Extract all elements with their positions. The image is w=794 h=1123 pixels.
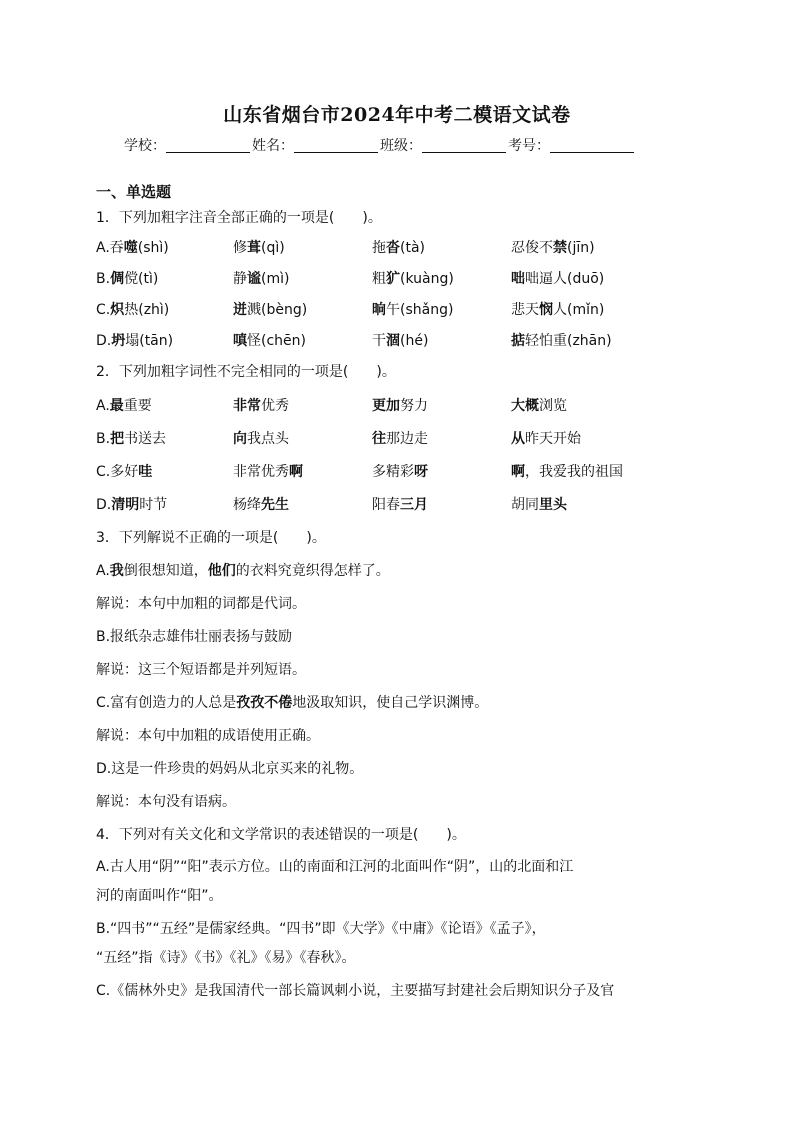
q2-option-d2: 杨绛先生	[233, 497, 289, 513]
name-blank[interactable]	[294, 138, 378, 153]
q2-option-d1: D.清明时节	[96, 497, 168, 513]
q2-option-b4: 从昨天开始	[511, 431, 581, 447]
q2-option-a1: A.最重要	[96, 398, 152, 414]
q4-option-a-line2: 河的南面叫作“阳”。	[96, 888, 223, 904]
q2-option-d4: 胡同里头	[511, 497, 567, 513]
q3-explanation-c: 解说：本句中加粗的成语使用正确。	[96, 728, 320, 744]
q4-stem: 4．下列对有关文化和文学常识的表述错误的一项是( )。	[96, 827, 466, 843]
q2-stem: 2．下列加粗字词性不完全相同的一项是( )。	[96, 364, 396, 380]
q1-option-a1: A.吞噬(shì)	[96, 240, 169, 256]
number-label: 考号：	[508, 138, 550, 154]
q3-option-d: D.这是一件珍贵的妈妈从北京买来的礼物。	[96, 761, 364, 777]
q1-option-b2: 静谧(mì)	[233, 271, 290, 287]
q4-option-c-line1: C.《儒林外史》是我国清代一部长篇讽刺小说，主要描写封建社会后期知识分子及官	[96, 983, 615, 999]
q1-option-c1: C.炽热(zhì)	[96, 302, 170, 318]
q2-option-b3: 往那边走	[372, 431, 428, 447]
q1-option-c3: 晌午(shǎng)	[372, 302, 454, 318]
q1-stem: 1．下列加粗字注音全部正确的一项是( )。	[96, 210, 382, 226]
q2-option-a4: 大概浏览	[511, 398, 567, 414]
q1-option-b4: 咄咄逼人(duō)	[511, 271, 605, 287]
q3-explanation-a: 解说：本句中加粗的词都是代词。	[96, 596, 306, 612]
q2-option-c4: 啊，我爱我的祖国	[511, 464, 623, 480]
page-title: 山东省烟台市2024年中考二模语文试卷	[223, 104, 571, 126]
q2-option-c1: C.多好哇	[96, 464, 153, 480]
class-blank[interactable]	[422, 138, 506, 153]
q3-option-c: C.富有创造力的人总是孜孜不倦地汲取知识，使自己学识渊博。	[96, 695, 489, 711]
q1-option-a2: 修葺(qì)	[233, 240, 285, 256]
q2-option-a2: 非常优秀	[233, 398, 289, 414]
section-heading: 一、单选题	[96, 183, 172, 201]
q1-option-a4: 忍俊不禁(jīn)	[511, 240, 595, 256]
q1-option-b3: 粗犷(kuàng)	[372, 271, 454, 287]
q2-option-c3: 多精彩呀	[372, 464, 428, 480]
q3-option-a: A.我倒很想知道，他们的衣料究竟织得怎样了。	[96, 563, 390, 579]
q2-option-d3: 阳春三月	[372, 497, 428, 513]
student-info-line	[124, 135, 636, 155]
school-blank[interactable]	[166, 138, 250, 153]
school-label: 学校：	[124, 138, 166, 154]
q2-option-b1: B.把书送去	[96, 431, 167, 447]
q1-option-d2: 嗔怪(chēn)	[233, 333, 306, 349]
class-label: 班级：	[380, 138, 422, 154]
q2-option-c2: 非常优秀啊	[233, 464, 303, 480]
q1-option-c4: 悲天悯人(mǐn)	[511, 302, 605, 318]
number-blank[interactable]	[550, 138, 634, 153]
q1-option-c2: 迸溅(bèng)	[233, 302, 308, 318]
q2-option-a3: 更加努力	[372, 398, 428, 414]
q3-explanation-b: 解说：这三个短语都是并列短语。	[96, 662, 306, 678]
q1-option-d3: 干涸(hé)	[372, 333, 429, 349]
name-label: 姓名：	[252, 138, 294, 154]
q4-option-b-line2: “五经”指《诗》《书》《礼》《易》《春秋》。	[96, 950, 356, 966]
q1-option-d4: 掂轻怕重(zhān)	[511, 333, 612, 349]
q4-option-b-line1: B.“四书”“五经”是儒家经典。“四书”即《大学》《中庸》《论语》《孟子》，	[96, 921, 546, 937]
q3-explanation-d: 解说：本句没有语病。	[96, 794, 236, 810]
q1-option-a3: 拖沓(tà)	[372, 240, 425, 256]
q4-option-a-line1: A.古人用“阴”“阳”表示方位。山的南面和江河的北面叫作“阴”，山的北面和江	[96, 859, 574, 875]
q3-stem: 3．下列解说不正确的一项是( )。	[96, 530, 326, 546]
q2-option-b2: 向我点头	[233, 431, 289, 447]
q1-option-d1: D.坍塌(tān)	[96, 333, 174, 349]
q3-option-b: B.报纸杂志雄伟壮丽表扬与鼓励	[96, 629, 293, 645]
q1-option-b1: B.倜傥(tì)	[96, 271, 159, 287]
